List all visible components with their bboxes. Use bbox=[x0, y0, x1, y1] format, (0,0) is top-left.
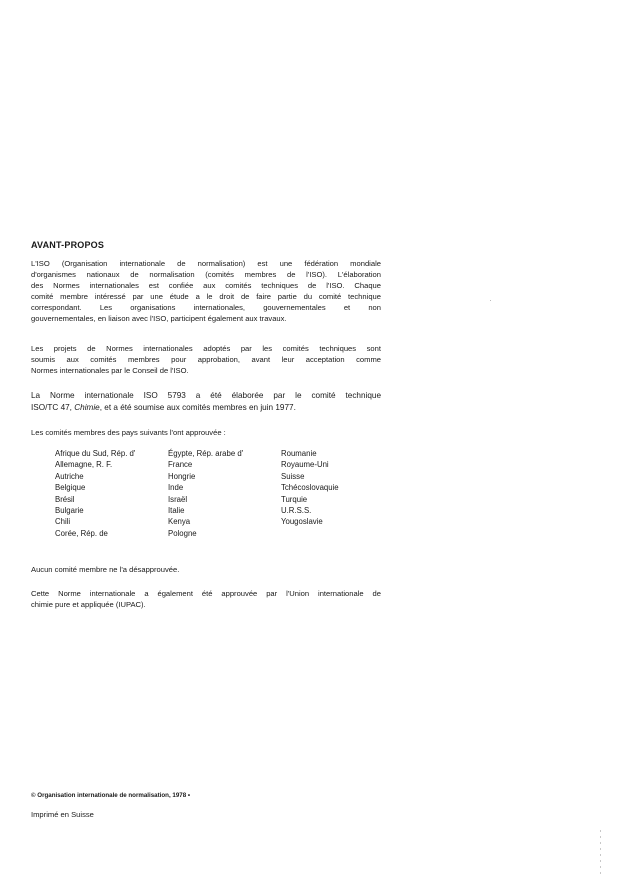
cette-paragraph bbox=[31, 588, 381, 610]
comites-intro bbox=[31, 427, 381, 438]
country-item: Chili bbox=[55, 517, 71, 527]
country-item: Égypte, Rép. arabe d' bbox=[168, 449, 244, 458]
country-item: Turquie bbox=[281, 494, 308, 504]
norme-submission: , et a été soumise aux comités membres en juin 1977. bbox=[99, 403, 296, 412]
norme-committee: ISO/TC 47, bbox=[31, 403, 72, 412]
country-item: Italie bbox=[168, 505, 185, 515]
aucun-line: Aucun comité membre ne l'a désapprouvée. bbox=[31, 565, 180, 574]
printed-in: Imprimé en Suisse bbox=[31, 810, 94, 819]
country-column-2 bbox=[168, 448, 243, 539]
projects-paragraph bbox=[31, 343, 381, 376]
comites-intro-line: Les comités membres des pays suivants l'ont approuvée : bbox=[31, 428, 226, 437]
country-item: Tchécoslovaquie bbox=[281, 483, 339, 493]
scan-edge-marks bbox=[600, 830, 601, 875]
aucun-paragraph bbox=[31, 564, 381, 575]
country-column-3 bbox=[281, 448, 339, 528]
intro-line: comité membre intéressé par une étude a le droit de faire partie du comité technique bbox=[31, 292, 381, 301]
scan-speck bbox=[490, 300, 491, 301]
copyright-notice: © Organisation internationale de normalisation, 1978 • bbox=[31, 792, 191, 799]
country-item: Corée, Rép. de bbox=[55, 528, 108, 538]
norme-line: La Norme internationale ISO 5793 a été élaborée par le comité technique bbox=[31, 391, 381, 400]
country-item: France bbox=[168, 460, 193, 470]
norme-committee-name: Chimie bbox=[74, 403, 100, 412]
intro-line: gouvernementales, en liaison avec l'ISO, participent également aux travaux. bbox=[31, 314, 287, 323]
norme-line bbox=[31, 402, 381, 414]
country-item: Roumanie bbox=[281, 449, 317, 458]
foreword-heading: AVANT-PROPOS bbox=[31, 240, 105, 250]
projects-line: soumis aux comités membres pour approbation, avant leur acceptation comme bbox=[31, 355, 381, 364]
intro-line: des Normes internationales est confiée aux comités techniques de l'ISO. Chaque bbox=[31, 281, 381, 290]
intro-line: d'organismes nationaux de normalisation (comités membres de l'ISO). L'élaboration bbox=[31, 270, 381, 279]
country-item: Brésil bbox=[55, 494, 75, 504]
country-item: Royaume-Uni bbox=[281, 460, 329, 470]
projects-line: Les projets de Normes internationales adoptés par les comités techniques sont bbox=[31, 344, 381, 353]
country-item: Israël bbox=[168, 494, 188, 504]
cette-line: chimie pure et appliquée (IUPAC). bbox=[31, 600, 146, 609]
intro-line: L'ISO (Organisation internationale de normalisation) est une fédération mondiale bbox=[31, 259, 381, 268]
country-column-1 bbox=[55, 448, 135, 539]
country-item: Belgique bbox=[55, 483, 86, 493]
norme-paragraph bbox=[31, 390, 381, 414]
cette-line: Cette Norme internationale a également été approuvée par l'Union internationale de bbox=[31, 589, 381, 598]
country-item: Autriche bbox=[55, 471, 84, 481]
country-item: Bulgarie bbox=[55, 505, 84, 515]
country-item: Hongrie bbox=[168, 471, 196, 481]
intro-paragraph bbox=[31, 258, 381, 324]
country-item: Yougoslavie bbox=[281, 517, 323, 527]
country-item: Pologne bbox=[168, 528, 197, 538]
country-item: Afrique du Sud, Rép. d' bbox=[55, 449, 136, 458]
projects-line: Normes internationales par le Conseil de l'ISO. bbox=[31, 366, 189, 375]
country-item: Inde bbox=[168, 483, 184, 493]
country-item: Allemagne, R. F. bbox=[55, 460, 113, 470]
country-item: Kenya bbox=[168, 517, 191, 527]
country-item: Suisse bbox=[281, 471, 305, 481]
country-item: U.R.S.S. bbox=[281, 505, 312, 515]
intro-line: correspondant. Les organisations internationales, gouvernementales et non bbox=[31, 303, 381, 312]
